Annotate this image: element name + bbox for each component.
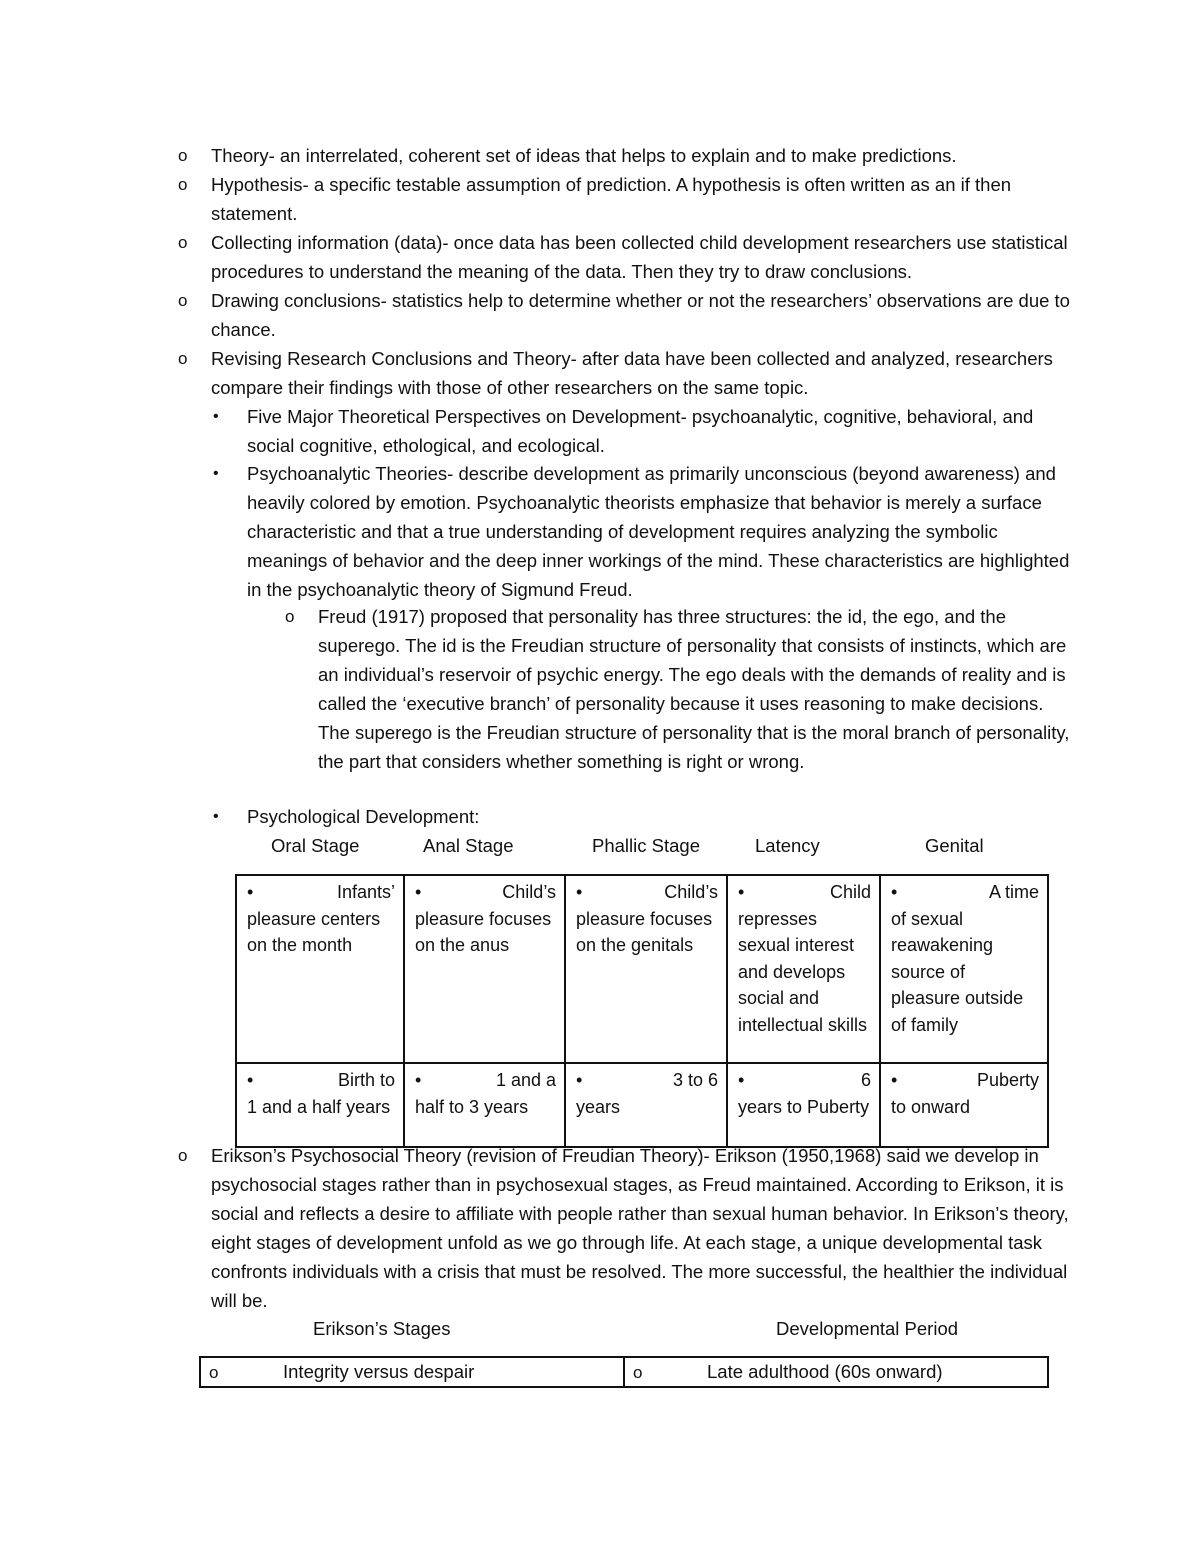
circle-bullet-icon: o [209,1363,219,1382]
disc-bullet-icon: • [576,882,583,902]
erikson-stages-header: Erikson’s Stages [313,1318,451,1339]
circle-bullet-icon: o [178,146,188,165]
list-item-collecting [178,228,1071,286]
table-cell [727,1063,880,1147]
table-cell [236,875,404,1063]
table-row [200,1357,1048,1387]
cell-text: pleasure focuses on the genitals [576,908,713,955]
list-item-revising [178,344,1071,402]
item-text: Freud (1917) proposed that personality has three structures: the id, the ego, and the superego. The id is the Freudian structure of personality that consists of instincts, which are an individual’s reservoir of psychic energy. The ego deals with the demands of reality and is called the ‘executive branch’ of personality because it uses reasoning to make decisions. The superego is the Freudian structure of personality that is the moral branch of personality, the part that considers whether something is right or wrong. [318,606,1070,772]
item-text: Drawing conclusions- statistics help to determine whether or not the researchers’ observations are due to chance. [211,290,1070,340]
disc-bullet-icon: • [738,882,745,902]
cell-text: Puberty [976,1070,1039,1090]
cell-text: Late adulthood (60s onward) [707,1361,943,1382]
cell-text: years to Puberty [738,1096,870,1117]
disc-bullet-icon: • [738,1070,745,1090]
item-text: Revising Research Conclusions and Theory- after data have been collected and analyzed, researchers compare their findings with those of other researchers on the same topic. [211,348,1053,398]
cell-text: pleasure centers on the month [247,908,381,955]
item-text: Psychoanalytic Theories- describe development as primarily unconscious (beyond awareness) and heavily colored by emotion. Psychoanalytic theorists emphasize that behavior is merely a surface characteristic and that a true understanding of development requires analyzing the symbolic meanings of behavior and the deep inner workings of the mind. These characteristics are highlighted in the psychoanalytic theory of Sigmund Freud. [247,463,1070,600]
table-cell [200,1357,624,1387]
stage-header-anal: Anal Stage [423,835,514,856]
table-cell [565,1063,727,1147]
list-item-theory [178,141,1071,170]
item-text: Hypothesis- a specific testable assumption of prediction. A hypothesis is often written as an if then statement. [211,174,1012,224]
cell-text: represses sexual interest and develops social and intellectual skills [738,908,868,1035]
cell-text: Birth to [337,1070,395,1090]
cell-text: years [576,1096,621,1117]
table-cell [880,1063,1048,1147]
circle-bullet-icon: o [178,349,188,368]
disc-bullet-icon: • [576,1070,583,1090]
table-row [236,875,1048,1063]
cell-text: of sexual reawakening source of pleasure outside of family [891,908,1024,1035]
list-item-psychoanalytic [213,459,1071,604]
disc-bullet-icon: • [247,882,254,902]
circle-bullet-icon: o [178,1146,188,1165]
list-item-freud [285,602,1070,776]
circle-bullet-icon: o [633,1363,643,1382]
cell-text: 1 and a half years [247,1096,391,1117]
list-item-drawing-conclusions [178,286,1071,344]
cell-text: pleasure focuses on the anus [415,908,552,955]
item-text: Psychological Development: [247,806,480,827]
circle-bullet-icon: o [178,291,188,310]
cell-text: Infants’ [336,882,395,902]
table-cell [404,875,565,1063]
cell-text: Child’s [502,882,556,902]
cell-text: 3 to 6 [672,1070,718,1090]
table-cell [565,875,727,1063]
cell-text: 6 [860,1070,871,1090]
table-cell [236,1063,404,1147]
cell-text: Integrity versus despair [283,1361,475,1382]
disc-bullet-icon: • [415,882,422,902]
table-cell [624,1357,1048,1387]
circle-bullet-icon: o [178,233,188,252]
item-text: Erikson’s Psychosocial Theory (revision of Freudian Theory)- Erikson (1950,1968) said we develop in psychosocial stages rather than in psychosexual stages, as Freud maintained. According to Erikson, it is social and reflects a desire to affiliate with people rather than sexual human behavior. In Erikson’s theory, eight stages of development unfold as we go through life. At each stage, a unique developmental task confronts individuals with a crisis that must be resolved. The more successful, the healthier the individual will be. [211,1145,1069,1311]
stage-header-oral: Oral Stage [271,835,360,856]
table-cell [404,1063,565,1147]
disc-bullet-icon: • [891,1070,898,1090]
cell-text: Child [829,882,871,902]
table-cell [727,875,880,1063]
psychosexual-stages-table [235,874,1049,1148]
cell-text: half to 3 years [415,1096,529,1117]
list-item-erikson [178,1141,1071,1315]
item-text: Theory- an interrelated, coherent set of ideas that helps to explain and to make predictions. [211,145,957,166]
disc-bullet-icon: • [213,465,219,482]
stage-header-phallic: Phallic Stage [592,835,700,856]
developmental-period-header: Developmental Period [776,1318,959,1339]
disc-bullet-icon: • [213,808,219,825]
erikson-stages-table [199,1356,1049,1388]
list-item-five-perspectives [213,402,1071,460]
table-cell [880,875,1048,1063]
stage-header-latency: Latency [755,835,820,856]
table-row [236,1063,1048,1147]
item-text: Five Major Theoretical Perspectives on Development- psychoanalytic, cognitive, behavioral, and social cognitive, ethological, and ecological. [247,406,1034,456]
stage-header-genital: Genital [925,835,984,856]
disc-bullet-icon: • [213,408,219,425]
circle-bullet-icon: o [285,607,295,626]
disc-bullet-icon: • [415,1070,422,1090]
list-item-psych-development [213,802,1071,831]
circle-bullet-icon: o [178,175,188,194]
disc-bullet-icon: • [247,1070,254,1090]
cell-text: 1 and a [495,1070,556,1090]
item-text: Collecting information (data)- once data has been collected child development researchers use statistical procedures to understand the meaning of the data. Then they try to draw conclusions. [211,232,1068,282]
cell-text: Child’s [664,882,718,902]
list-item-hypothesis [178,170,1071,228]
cell-text: to onward [891,1096,971,1117]
disc-bullet-icon: • [891,882,898,902]
cell-text: A time [988,882,1039,902]
